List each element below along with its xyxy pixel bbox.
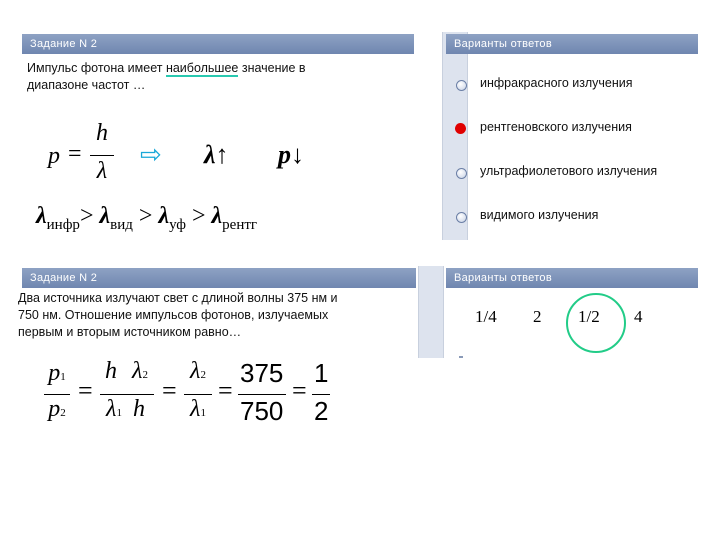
option-radio-2[interactable]: [456, 168, 467, 179]
f2-line-3: [184, 394, 212, 395]
question-highlight: наибольшее: [165, 61, 239, 75]
f2-eq-1: =: [78, 376, 93, 405]
f2-l2b: λ2: [190, 358, 206, 384]
f2-one: 1: [314, 358, 329, 388]
answer-0[interactable]: 1/4: [475, 307, 497, 326]
formula-h: h: [96, 120, 108, 146]
f2-l2: λ2: [132, 358, 148, 384]
f2-p1: p1: [48, 360, 66, 386]
formula-eq: =: [68, 141, 82, 167]
ord-s2: вид: [110, 217, 133, 233]
f2-num: 375: [240, 358, 284, 388]
ord-l2: λ: [99, 203, 111, 229]
formula-lambda: λ: [96, 158, 108, 184]
question-text-post: значение в диапазоне частот …: [27, 61, 306, 92]
f2-den: 750: [240, 396, 284, 426]
f2-line-2: [100, 394, 154, 395]
variants2-header: Варианты ответов: [446, 268, 698, 288]
f2-l1: λ1: [106, 396, 122, 422]
ord-s1: инфр: [46, 217, 80, 233]
task1-question: [27, 60, 357, 94]
separator-1: [442, 32, 468, 240]
p-down: p↓: [278, 140, 304, 169]
f2-h2: h: [133, 396, 145, 422]
f2-eq-3: =: [218, 376, 233, 405]
f2-line-5: [312, 394, 330, 395]
option-radio-0[interactable]: [456, 80, 467, 91]
lambda-up: λ↑: [204, 140, 229, 169]
option-label-1[interactable]: рентгеновского излучения: [480, 120, 632, 134]
ord-l4: λ: [211, 203, 223, 229]
ord-l3: λ: [158, 203, 170, 229]
f2-eq-2: =: [162, 376, 177, 405]
separator-2: [418, 266, 444, 358]
task2-question-line-1: Два источника излучают свет с длиной волны 375 нм и: [18, 291, 338, 305]
wavelength-ordering: [36, 203, 257, 234]
f2-two: 2: [314, 396, 329, 426]
arrow-icon: ⇨: [140, 140, 162, 169]
variants1-header: Варианты ответов: [446, 34, 698, 54]
option-label-3[interactable]: видимого излучения: [480, 208, 599, 222]
fraction-line: [90, 155, 114, 156]
f2-line-4: [238, 394, 286, 395]
option-label-2[interactable]: ультрафиолетового излучения: [480, 164, 658, 178]
task2-header: Задание N 2: [22, 268, 416, 288]
task1-header: Задание N 2: [22, 34, 414, 54]
ord-s4: рентг: [222, 217, 258, 233]
ord-gt2: >: [138, 203, 153, 229]
option-radio-1[interactable]: [455, 123, 466, 134]
ord-gt1: >: [79, 203, 94, 229]
answer-3[interactable]: 4: [634, 307, 643, 326]
f2-l1b: λ1: [190, 396, 206, 422]
ord-s3: уф: [169, 217, 186, 233]
radio-dot: [459, 356, 463, 358]
ord-gt3: >: [191, 203, 206, 229]
option-label-0[interactable]: инфракрасного излучения: [480, 76, 633, 90]
formula-p: p: [48, 143, 60, 169]
answer-1[interactable]: 2: [533, 307, 542, 326]
f2-line-1: [44, 394, 70, 395]
f2-p2: p2: [48, 396, 66, 422]
answer-circle: [566, 293, 626, 353]
task2-question: [18, 290, 413, 341]
f2-h: h: [105, 358, 117, 384]
task2-question-line-2: 750 нм. Отношение импульсов фотонов, излучаемых: [18, 308, 329, 322]
f2-eq-4: =: [292, 376, 307, 405]
ord-l1: λ: [36, 203, 47, 229]
option-radio-3[interactable]: [456, 212, 467, 223]
answer-2[interactable]: 1/2: [578, 307, 600, 326]
task2-question-line-3: первым и вторым источником равно…: [18, 325, 242, 339]
question-text-pre: Импульс фотона имеет: [27, 61, 166, 75]
